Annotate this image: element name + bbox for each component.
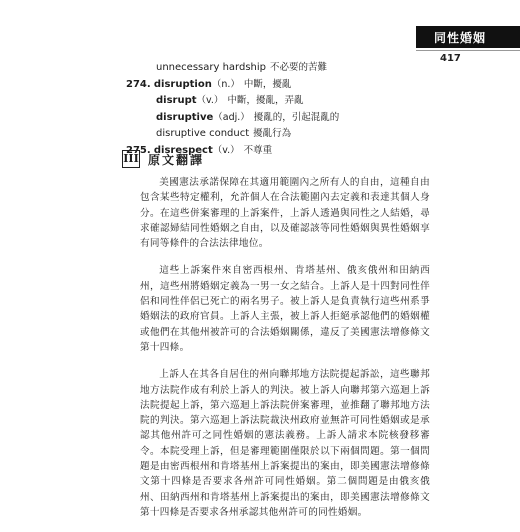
vocab-definition: 不必要的苦難 — [270, 62, 328, 73]
header-rule — [416, 50, 520, 51]
paragraph: 美國憲法承諾保障在其適用範圍內之所有人的自由，這種自由包含某些特定權利，允許個人在合法範圍內去定義和表達其個人身分。在這些併案審理的上訴案件，上訴人透過與同性之人結婚，尋求確認婦結同性婚姻之自由，以及確認該等同性婚姻與異性婚姻享有同等條件的合法法律地位。 — [140, 177, 430, 250]
section-number-box: III — [122, 150, 140, 168]
vocab-definition: 擾亂行為 — [253, 128, 292, 139]
vocab-term: disrupt — [156, 95, 197, 106]
page-number: 417 — [440, 53, 461, 64]
vocab-pos: （v.） — [196, 95, 224, 106]
section-heading — [122, 150, 204, 168]
vocab-entry — [126, 126, 339, 143]
vocab-term: disruptive conduct — [156, 128, 250, 139]
vocab-definition: 中斷，擾亂，弄亂 — [227, 95, 304, 106]
section-tab: 同性婚姻 — [416, 26, 520, 48]
paragraph: 上訴人在其各自居住的州向聯邦地方法院提起訴訟，這些聯邦地方法院作成有利於上訴人的判決。被上訴人向聯邦第六巡迴上訴法院提起上訴，第六巡迴上訴法院併案審理，並推翻了聯邦地方法院的判決。第六巡迴上訴法院裁決州政府並無許可同性婚姻或是承認其他州許可之同性婚姻的憲法義務。上訴人請求本院核發移審令。本院受理上訴，但是審理範圍僅限於以下兩個問題。第一個問題是由密西根州和肯塔基州上訴案提出的案由，即美國憲法增修條文第十四條是否要求各州許可同性婚姻。第二個問題是由俄亥俄州、田納西州和肯塔基州上訴案提出的案由，即美國憲法增修條文第十四條是否要求各州承認其他州許可的同性婚姻。 — [140, 369, 430, 518]
paragraph: 這些上訴案件來自密西根州、肯塔基州、俄亥俄州和田納西州，這些州將婚姻定義為一男一女之結合。上訴人是十四對同性伴侶和同性伴侶已死亡的兩名男子。被上訴人是負責執行這些州系爭婚姻法的政府官員。上訴人主張，被上訴人拒絕承認他們的婚姻權或他們在其他州被許可的合法婚姻關係，違反了美國憲法增修條文第十四條。 — [140, 265, 430, 353]
vocab-pos: （v.） — [212, 144, 240, 156]
vocab-number: 274. — [126, 78, 151, 90]
vocab-term: unnecessary hardship — [156, 62, 266, 73]
vocabulary-list — [126, 60, 339, 159]
vocab-definition: 中斷，擾亂 — [243, 78, 292, 90]
vocab-pos: （adj.） — [213, 111, 250, 123]
vocab-number: 275. — [126, 144, 151, 156]
vocab-term: disruption — [153, 78, 212, 90]
vocab-definition: 擾亂的，引起混亂的 — [253, 111, 340, 123]
vocab-entry — [126, 93, 339, 110]
vocab-term: disruptive — [156, 111, 214, 123]
vocab-term: disrespect — [153, 144, 213, 156]
vocab-entry — [126, 110, 339, 127]
vocab-entry — [126, 77, 339, 94]
translation-body — [140, 175, 430, 532]
section-title: 原文翻譯 — [148, 152, 205, 167]
vocab-pos: （n.） — [211, 78, 240, 90]
vocab-entry — [126, 60, 339, 77]
vocab-definition: 不尊重 — [243, 144, 273, 156]
